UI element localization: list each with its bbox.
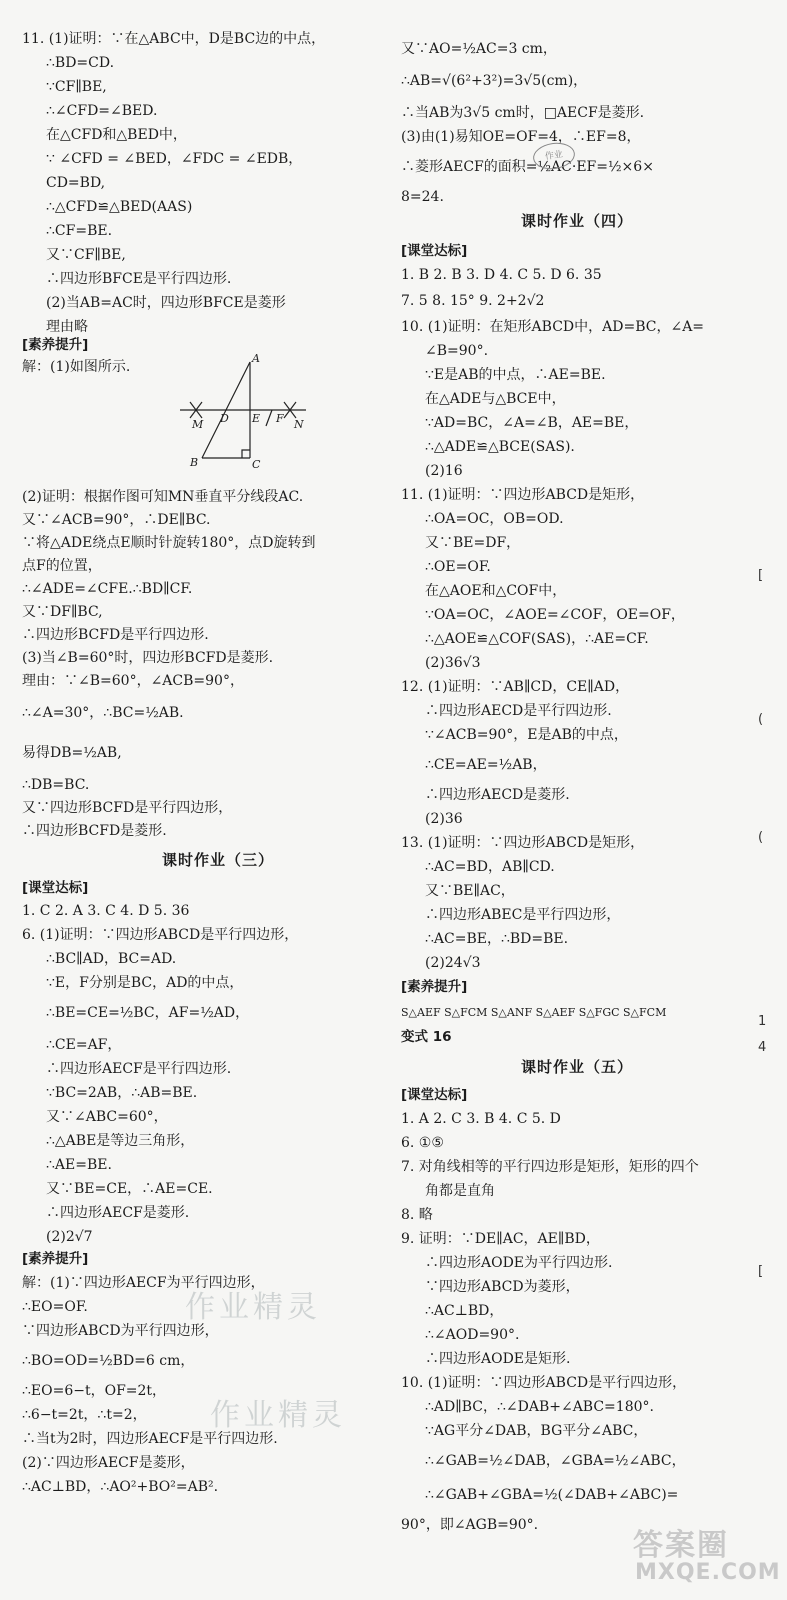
text-line: ∴四边形AECD是平行四边形. xyxy=(425,703,612,719)
edge-fragment: [ xyxy=(758,568,764,583)
section-label: [课堂达标] xyxy=(401,1087,468,1103)
text-line: 又∵BE∥AC， xyxy=(425,883,515,899)
text-line: 1. A 2. C 3. B 4. C 5. D xyxy=(401,1111,561,1127)
text-line: ∵CF∥BE, xyxy=(46,79,107,95)
text-line: (2)当AB=AC时，四边形BFCE是菱形 xyxy=(46,295,286,311)
text-line: (2)24√3 xyxy=(425,955,481,971)
section-heading: 课时作业（四） xyxy=(521,212,634,230)
text-line: ∴四边形ABEC是平行四边形， xyxy=(425,907,621,923)
text-line: (3)当∠B=60°时，四边形BCFD是菱形. xyxy=(22,650,274,666)
text-line: (3)由(1)易知OE=OF=4，∴EF=8， xyxy=(401,129,641,145)
text-line: 6. (1)证明：∵四边形ABCD是平行四边形， xyxy=(22,927,299,943)
text-line: 12. (1)证明：∵AB∥CD，CE∥AD， xyxy=(401,679,630,695)
text-line: ∴△ABE是等边三角形， xyxy=(46,1133,195,1149)
text-line: ∴四边形BCFD是菱形. xyxy=(22,823,167,839)
text-line: 角都是直角 xyxy=(425,1183,495,1199)
text-line: ∵四边形ABCD为平行四边形， xyxy=(22,1323,219,1339)
text-line: ∴DB=BC. xyxy=(22,777,90,793)
text-line: ∴OE=OF. xyxy=(425,559,491,575)
text-line: 10. (1)证明：∵四边形ABCD是平行四边形， xyxy=(401,1375,687,1391)
text-line: ∵AD=BC，∠A=∠B，AE=BE， xyxy=(425,415,639,431)
text-line: ∴CE=AE=½AB， xyxy=(425,757,547,773)
text-line: ∠B=90°. xyxy=(425,343,489,359)
text-line: (2)36 xyxy=(425,811,463,827)
text-line: 7. 5 8. 15° 9. 2+2√2 xyxy=(401,293,545,309)
text-line: 又∵BE=DF， xyxy=(425,535,521,551)
text-line: 11. (1)证明：∵在△ABC中，D是BC边的中点， xyxy=(22,31,326,47)
text-line: ∴∠ADE=∠CFE.∴BD∥CF. xyxy=(22,581,193,597)
text-line: ∴△CFD≌△BED(AAS) xyxy=(46,199,193,215)
text-line: ∴BD=CD. xyxy=(46,55,115,71)
text-line: ∵AG平分∠DAB，BG平分∠ABC， xyxy=(425,1423,648,1439)
text-line: ∵∠ACB=90°，E是AB的中点， xyxy=(425,727,628,743)
edge-fragment: 4 xyxy=(758,1040,767,1055)
text-line: 在△ADE与△BCE中， xyxy=(425,391,566,407)
text-line: ∴四边形AECF是菱形. xyxy=(46,1205,190,1221)
text-line: ∵E是AB的中点，∴AE=BE. xyxy=(425,367,606,383)
label-b: B xyxy=(190,456,199,469)
section-label: [素养提升] xyxy=(22,337,89,353)
text-line: ∵E，F分别是BC，AD的中点， xyxy=(46,975,244,991)
text-line: ∴AC=BE，∴BD=BE. xyxy=(425,931,569,947)
text-line: 易得DB=½AB, xyxy=(22,745,122,761)
text-line: 解：(1)如图所示. xyxy=(22,359,131,375)
text-line: 又∵CF∥BE, xyxy=(46,247,126,263)
label-n: N xyxy=(294,418,304,431)
edge-fragment: ( xyxy=(758,830,764,845)
text-line: ∴AD∥BC，∴∠DAB+∠ABC=180°. xyxy=(425,1399,654,1415)
logo-site: MXQE.COM xyxy=(635,1560,781,1585)
area-symbols: S△AEF S△FCM S△ANF S△AEF S△FGC S△FCM xyxy=(401,1006,667,1019)
text-line: ∴BE=CE=½BC，AF=½AD， xyxy=(46,1005,250,1021)
edge-fragment: ( xyxy=(758,712,764,727)
stamp-mark: 作业 xyxy=(531,140,576,172)
text-line: ∴CE=AF， xyxy=(46,1037,122,1053)
text-line: ∴当AB为3√5 cm时，□AECF是菱形. xyxy=(401,105,645,121)
text-line: ∴EO=6−t，OF=2t， xyxy=(22,1383,167,1399)
text-line: (2)∵四边形AECF是菱形， xyxy=(22,1455,195,1471)
section-label: [素养提升] xyxy=(401,979,468,995)
site-logo xyxy=(625,1520,781,1590)
text-line: ∴菱形AECF的面积=½AC·EF=½×6× xyxy=(401,159,654,175)
text-line: (2)36√3 xyxy=(425,655,481,671)
text-line: ∴AB=√(6²+3²)=3√5(cm)， xyxy=(401,73,588,89)
text-line: ∴AE=BE. xyxy=(46,1157,112,1173)
edge-fragment: [ xyxy=(758,1264,764,1279)
label-c: C xyxy=(252,458,261,471)
text-line: ∴四边形AECF是平行四边形. xyxy=(46,1061,232,1077)
text-line: 90°，即∠AGB=90°. xyxy=(401,1517,539,1533)
label-d: D xyxy=(220,412,229,425)
label-a: A xyxy=(252,352,260,365)
label-f: F xyxy=(276,412,284,425)
text-line: 1. C 2. A 3. C 4. D 5. 36 xyxy=(22,903,190,919)
text-line: ∴AC⊥BD， xyxy=(425,1303,504,1319)
text-line: ∴∠AOD=90°. xyxy=(425,1327,520,1343)
text-line: ∴△ADE≌△BCE(SAS). xyxy=(425,439,575,455)
text-line: 又∵AO=½AC=3 cm， xyxy=(401,41,557,57)
text-line: 又∵∠ABC=60°， xyxy=(46,1109,168,1125)
text-line: ∴四边形BFCE是平行四边形. xyxy=(46,271,232,287)
text-line: ∴6−t=2t，∴t=2， xyxy=(22,1407,147,1423)
text-line: ∴BO=OD=½BD=6 cm， xyxy=(22,1353,195,1369)
section-label: [素养提升] xyxy=(22,1251,89,1267)
text-line: 11. (1)证明：∵四边形ABCD是矩形， xyxy=(401,487,645,503)
text-line: ∴∠A=30°，∴BC=½AB. xyxy=(22,705,184,721)
text-line: 变式 16 xyxy=(401,1029,452,1045)
watermark: 作业精灵 xyxy=(185,1290,321,1325)
text-line: ∴△AOE≌△COF(SAS)，∴AE=CF. xyxy=(425,631,649,647)
text-line: 理由略 xyxy=(46,319,88,335)
text-line: ∴四边形BCFD是平行四边形. xyxy=(22,627,209,643)
text-line: CD=BD, xyxy=(46,175,106,191)
text-line: (2)16 xyxy=(425,463,463,479)
watermark: 作业精灵 xyxy=(210,1398,346,1433)
text-line: ∵ ∠CFD = ∠BED，∠FDC = ∠EDB， xyxy=(46,151,303,167)
text-line: ∴OA=OC，OB=OD. xyxy=(425,511,564,527)
text-line: ∴AC⊥BD，∴AO²+BO²=AB². xyxy=(22,1479,219,1495)
text-line: ∴AC=BD，AB∥CD. xyxy=(425,859,555,875)
segment-cf xyxy=(266,410,272,426)
text-line: 8=24. xyxy=(401,189,444,205)
text-line: (2)2√7 xyxy=(46,1229,93,1245)
text-line: (2)证明：根据作图可知MN垂直平分线段AC. xyxy=(22,489,304,505)
text-line: 理由：∵∠B=60°，∠ACB=90°， xyxy=(22,673,244,689)
text-line: 点F的位置， xyxy=(22,558,102,574)
text-line: ∴EO=OF. xyxy=(22,1299,88,1315)
text-line: ∴∠GAB+∠GBA=½(∠DAB+∠ABC)= xyxy=(425,1487,679,1503)
text-line: 1. B 2. B 3. D 4. C 5. D 6. 35 xyxy=(401,267,602,283)
text-line: 在△CFD和△BED中， xyxy=(46,127,187,143)
text-line: ∴CF=BE. xyxy=(46,223,113,239)
text-line: ∴∠CFD=∠BED. xyxy=(46,103,158,119)
text-line: ∵将△ADE绕点E顺时针旋转180°，点D旋转到 xyxy=(22,535,316,551)
text-line: ∵四边形ABCD为菱形， xyxy=(425,1279,580,1295)
geometry-figure xyxy=(172,350,302,470)
text-line: 在△AOE和△COF中， xyxy=(425,583,567,599)
text-line: ∴四边形AODE为平行四边形. xyxy=(425,1255,613,1271)
section-label: [课堂达标] xyxy=(401,243,468,259)
text-line: 又∵∠ACB=90°，∴DE∥BC. xyxy=(22,512,211,528)
text-line: 10. (1)证明：在矩形ABCD中，AD=BC，∠A= xyxy=(401,319,705,335)
edge-fragment: 1 xyxy=(758,1014,767,1029)
label-m: M xyxy=(192,418,204,431)
text-line: ∴当t为2时，四边形AECF是平行四边形. xyxy=(22,1431,278,1447)
text-line: ∴BC∥AD，BC=AD. xyxy=(46,951,177,967)
right-angle-mark xyxy=(242,450,250,458)
text-line: 7. 对角线相等的平行四边形是矩形，矩形的四个 xyxy=(401,1159,699,1175)
section-heading: 课时作业（三） xyxy=(162,851,275,869)
logo-brand: 答案圈 xyxy=(633,1528,729,1563)
section-label: [课堂达标] xyxy=(22,880,89,896)
text-line: 13. (1)证明：∵四边形ABCD是矩形， xyxy=(401,835,645,851)
text-line: ∴四边形AODE是矩形. xyxy=(425,1351,571,1367)
section-heading: 课时作业（五） xyxy=(521,1058,634,1076)
text-line: 6. ①⑤ xyxy=(401,1135,444,1151)
text-line: ∵BC=2AB，∴AB=BE. xyxy=(46,1085,198,1101)
text-line: 解：(1)∵四边形AECF为平行四边形， xyxy=(22,1275,265,1291)
text-line: ∴∠GAB=½∠DAB，∠GBA=½∠ABC， xyxy=(425,1453,686,1469)
text-line: 9. 证明：∵DE∥AC，AE∥BD， xyxy=(401,1231,600,1247)
text-line: 8. 略 xyxy=(401,1207,433,1223)
text-line: ∴四边形AECD是菱形. xyxy=(425,787,570,803)
text-line: 又∵四边形BCFD是平行四边形， xyxy=(22,800,233,816)
text-line: ∵OA=OC，∠AOE=∠COF，OE=OF， xyxy=(425,607,685,623)
text-line: 又∵DF∥BC, xyxy=(22,604,103,620)
label-e: E xyxy=(252,412,261,425)
text-line: 又∵BE=CE，∴AE=CE. xyxy=(46,1181,213,1197)
